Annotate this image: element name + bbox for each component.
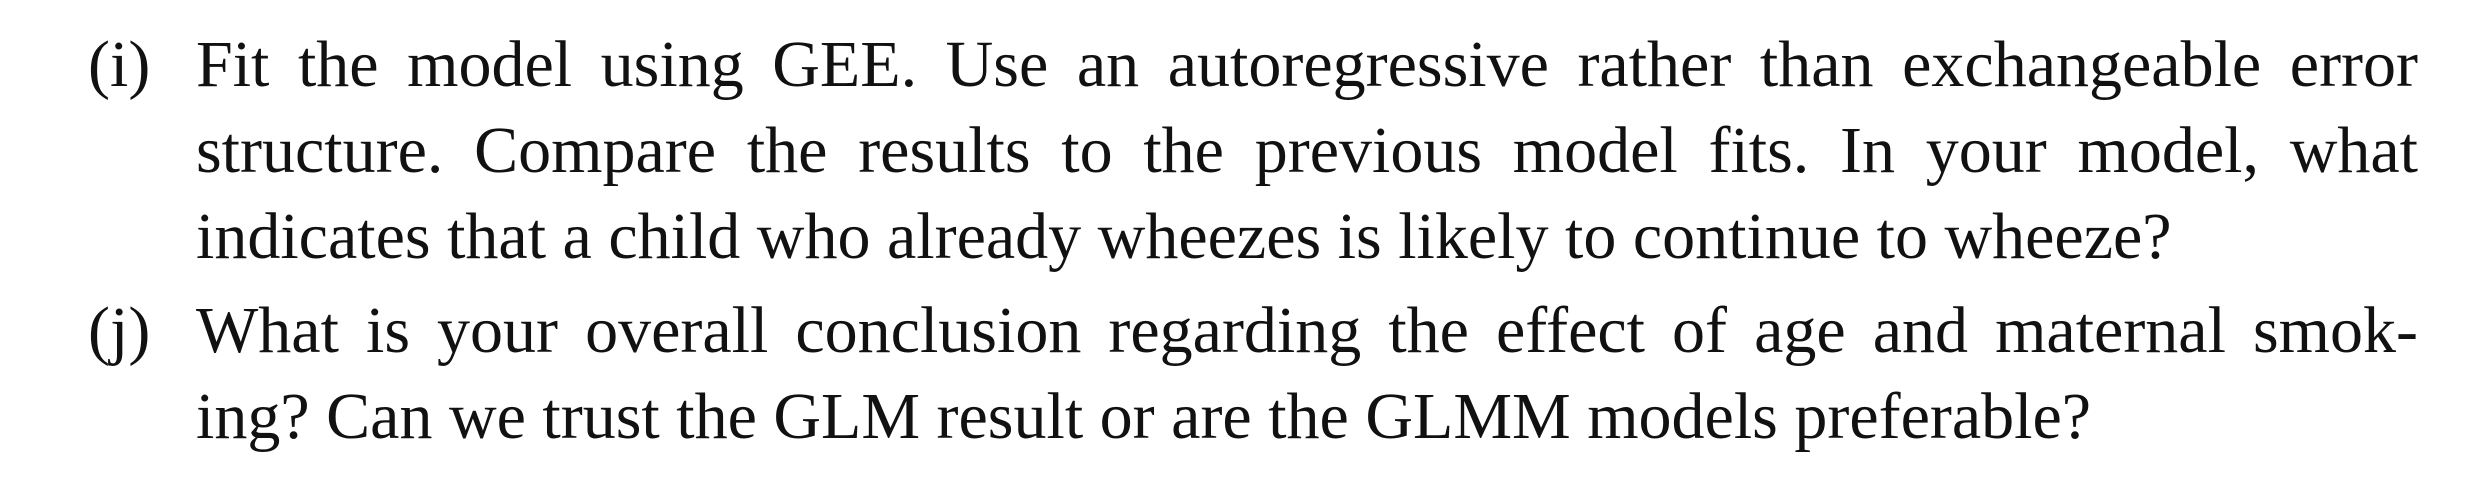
item-text-line: indicates that a child who already wheezes is likely to continue to wheeze? bbox=[196, 200, 2172, 273]
item-text-line: ing? Can we trust the GLM result or are the GLMM models preferable? bbox=[196, 380, 2092, 453]
item-text-line: Fit the model using GEE. Use an autoregressive rather than exchangeable error bbox=[196, 28, 2418, 101]
item-text-line: What is your overall conclusion regarding the effect of age and maternal smok- bbox=[196, 294, 2418, 367]
item-label: (i) bbox=[88, 28, 151, 101]
item-label: (j) bbox=[88, 294, 151, 367]
item-text-line: structure. Compare the results to the previous model fits. In your model, what bbox=[196, 114, 2418, 187]
